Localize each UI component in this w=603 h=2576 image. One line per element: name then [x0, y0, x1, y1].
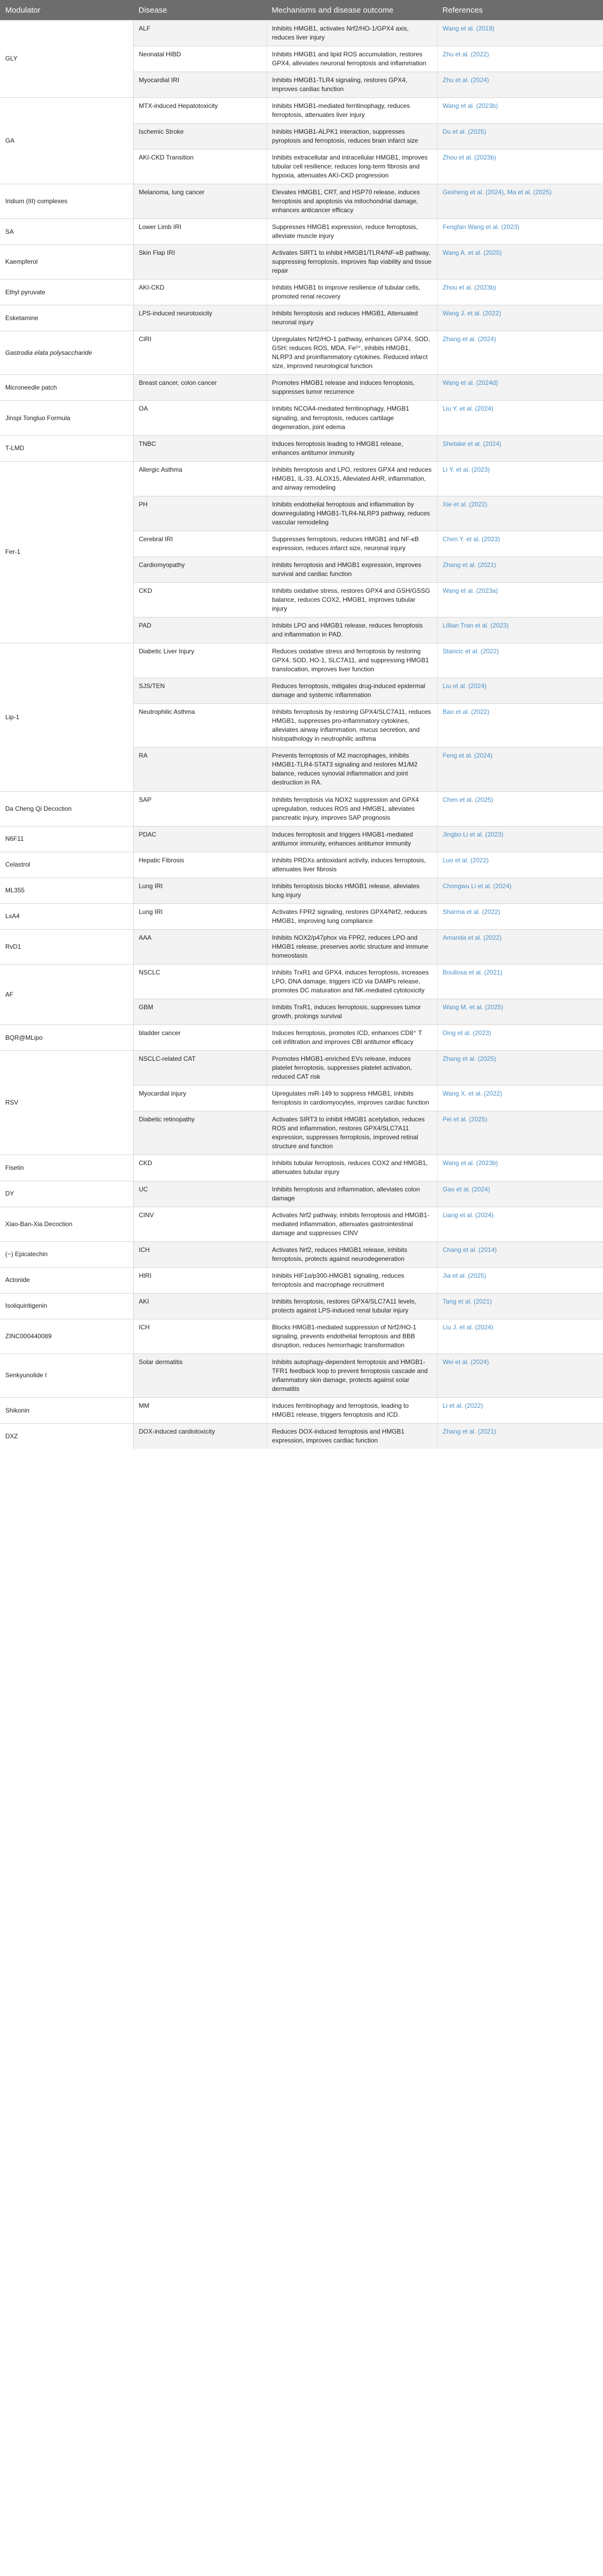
modulator-cell: N6F11 — [0, 826, 133, 852]
mechanism-cell: Inhibits HMGB1-ALPK1 interaction, suppresses pyroptosis and ferroptosis, reduces brain infarct size — [266, 123, 437, 149]
disease-cell: Neonatal HIBD — [133, 46, 266, 72]
reference-cell[interactable]: Li et al. (2022) — [437, 1398, 603, 1424]
header-modulator: Modulator — [0, 0, 133, 20]
disease-cell: CKD — [133, 1155, 266, 1181]
disease-cell: Hepatic Fibrosis — [133, 852, 266, 878]
modulator-cell: Celastrol — [0, 852, 133, 878]
table-row — [0, 643, 603, 678]
modulator-cell: (−) Epicatechin — [0, 1241, 133, 1267]
modulator-cell: Iridium (III) complexes — [0, 184, 133, 218]
reference-cell[interactable]: Du et al. (2025) — [437, 123, 603, 149]
mechanism-cell: Inhibits ferroptosis blocks HMGB1 release, alleviates lung injury — [266, 878, 437, 903]
modulator-cell: Da Cheng Qi Decoction — [0, 791, 133, 826]
disease-cell: LPS-induced neurotoxicity — [133, 305, 266, 331]
disease-cell: NSCLC-related CAT — [133, 1051, 266, 1086]
reference-cell[interactable]: Liu J. et al. (2024) — [437, 1319, 603, 1354]
table-row — [0, 1207, 603, 1241]
modulator-cell: BQR@MLipo — [0, 1025, 133, 1051]
mechanism-cell: Activates SIRT3 to inhibit HMGB1 acetylation, reduces ROS and inflammation, restores GPX4/SLC7A11 expression, suppresses ferroptosis, improved retinal structure and function — [266, 1111, 437, 1155]
disease-cell: Ischemic Stroke — [133, 123, 266, 149]
reference-cell[interactable]: Fengfan Wang et al. (2023) — [437, 219, 603, 245]
table-row — [0, 903, 603, 929]
mechanism-cell: Inhibits TrxR1, induces ferroptosis, suppresses tumor growth, prolongs survival — [266, 999, 437, 1025]
modulator-cell: Gastrodia elata polysaccharide — [0, 331, 133, 375]
modulator-cell: Ethyl pyruvate — [0, 280, 133, 305]
reference-cell[interactable]: Wei et al. (2024) — [437, 1354, 603, 1397]
mechanism-cell: Inhibits ferroptosis by restoring GPX4/SLC7A11, reduces HMGB1, suppresses pro-inflammatory cytokines, alleviates airway inflammation, mucus secretion, and histopathology in neutrophilic asthma — [266, 704, 437, 748]
disease-cell: Solar dermatitis — [133, 1354, 266, 1397]
modulator-cell: Esketamine — [0, 305, 133, 331]
modulator-cell: Isoliquiritigenin — [0, 1293, 133, 1319]
disease-cell: Myocardial injury — [133, 1086, 266, 1111]
modulator-cell: Xiao-Ban-Xia Decoction — [0, 1207, 133, 1241]
mechanism-cell: Inhibits HMGB1 and lipid ROS accumulation, restores GPX4, alleviates neuronal ferroptosis and inflammation — [266, 46, 437, 72]
table-row — [0, 1293, 603, 1319]
table-row — [0, 1398, 603, 1424]
reference-cell[interactable]: Pei et al. (2025) — [437, 1111, 603, 1155]
disease-cell: NSCLC — [133, 964, 266, 999]
disease-cell: PDAC — [133, 826, 266, 852]
reference-cell[interactable]: Zhang et al. (2025) — [437, 1051, 603, 1086]
modulator-cell: Kaempferol — [0, 245, 133, 280]
reference-cell[interactable]: Liu Y. et al. (2024) — [437, 401, 603, 435]
reference-cell[interactable]: Lillian Tran et al. (2023) — [437, 618, 603, 643]
table-row — [0, 331, 603, 375]
mechanism-cell: Inhibits ferroptosis, restores GPX4/SLC7A11 levels, protects against LPS-induced renal tubular injury — [266, 1293, 437, 1319]
modulator-cell: RvD1 — [0, 929, 133, 964]
modulator-cell: ML355 — [0, 878, 133, 903]
reference-cell[interactable]: Wang X. et al. (2022) — [437, 1086, 603, 1111]
mechanism-cell: Prevents ferroptosis of M2 macrophages, inhibits HMGB1-TLR4-STAT3 signaling and restores M1/M2 balance, reduces synovial inflammation and joint destruction in RA. — [266, 748, 437, 791]
reference-cell[interactable]: Sharma et al. (2022) — [437, 903, 603, 929]
reference-cell[interactable]: Boullosa et al. (2021) — [437, 964, 603, 999]
disease-cell: Breast cancer, colon cancer — [133, 375, 266, 401]
reference-cell[interactable]: Liang et al. (2024) — [437, 1207, 603, 1241]
disease-cell: AKI-CKD Transition — [133, 149, 266, 184]
disease-cell: MM — [133, 1398, 266, 1424]
table-row — [0, 97, 603, 123]
reference-cell[interactable]: Gao et al. (2024) — [437, 1181, 603, 1207]
mechanism-cell: Inhibits extracellular and intracellular HMGB1, improves tubular cell resilience; reduces long-term fibrosis and hypoxia, attenuates AKI-CKD progression — [266, 149, 437, 184]
reference-cell[interactable]: Xie et al. (2022) — [437, 496, 603, 531]
table-row — [0, 401, 603, 435]
table-row — [0, 375, 603, 401]
reference-cell[interactable]: Wang et al. (2024d) — [437, 375, 603, 401]
header-mechanism: Mechanisms and disease outcome — [266, 0, 437, 20]
table-row — [0, 826, 603, 852]
disease-cell: ICH — [133, 1241, 266, 1267]
mechanism-cell: Inhibits autophagy-dependent ferroptosis and HMGB1-TFR1 feedback loop to prevent ferroptosis cascade and inflammatory skin damage, protects against solar dermatitis — [266, 1354, 437, 1397]
reference-cell[interactable]: Luo et al. (2022) — [437, 852, 603, 878]
disease-cell: OA — [133, 401, 266, 435]
reference-cell[interactable]: Zhang et al. (2021) — [437, 1424, 603, 1449]
reference-cell[interactable]: Gesheng et al. (2024), Ma et al. (2025) — [437, 184, 603, 218]
mechanism-cell: Inhibits oxidative stress, restores GPX4 and GSH/GSSG balance, reduces COX2, HMGB1, improves tubular injury — [266, 582, 437, 617]
table-row — [0, 1319, 603, 1354]
table-row — [0, 852, 603, 878]
table-row — [0, 1241, 603, 1267]
mechanism-cell: Activates Nrf2 pathway, inhibits ferroptosis and HMGB1-mediated inflammation, attenuates gastrointestinal damage and suppresses CINV — [266, 1207, 437, 1241]
table-row — [0, 929, 603, 964]
mechanism-cell: Upregulates miR-149 to suppress HMGB1, inhibits ferroptosis in cardiomyocytes, improves cardiac function — [266, 1086, 437, 1111]
reference-cell[interactable]: Shetake et al. (2024) — [437, 435, 603, 461]
mechanism-cell: Inhibits HIF1α/p300-HMGB1 signaling, reduces ferroptosis and macrophage recruitment — [266, 1267, 437, 1293]
disease-cell: TNBC — [133, 435, 266, 461]
reference-cell[interactable]: Stancic et al. (2022) — [437, 643, 603, 678]
mechanism-cell: Inhibits endothelial ferroptosis and inflammation by downregulating HMGB1-TLR4-NLRP3 pathway, reduces vascular remodeling — [266, 496, 437, 531]
disease-cell: HIRI — [133, 1267, 266, 1293]
mechanism-cell: Blocks HMGB1-mediated suppression of Nrf2/HO-1 signaling, prevents endothelial ferroptosis and BBB disruption, reduces hemorrhagic transformation — [266, 1319, 437, 1354]
disease-cell: CIRI — [133, 331, 266, 375]
modulator-cell: Fisetin — [0, 1155, 133, 1181]
disease-cell: Allergic Asthma — [133, 461, 266, 496]
table-row — [0, 461, 603, 496]
modulator-cell: T-LMD — [0, 435, 133, 461]
reference-cell[interactable]: Ding et al. (2023) — [437, 1025, 603, 1051]
modulator-cell: GLY — [0, 20, 133, 97]
mechanism-cell: Induces ferroptosis, promotes ICD, enhances CD8⁺ T cell infiltration and improves CBI antitumor efficacy — [266, 1025, 437, 1051]
table-row — [0, 305, 603, 331]
mechanism-cell: Upregulates Nrf2/HO-1 pathway, enhances GPX4, SOD, GSH; reduces ROS, MDA, Fe²⁺, inhibits HMGB1, NLRP3 and proinflammatory cytokines. Reduced infarct size, improved neurological function — [266, 331, 437, 375]
modulator-cell: Senkyunolide I — [0, 1354, 133, 1397]
reference-cell[interactable]: Wang et al. (2023b) — [437, 97, 603, 123]
mechanism-cell: Inhibits HMGB1 to improve resilience of tubular cells, promoted renal recovery — [266, 280, 437, 305]
mechanism-cell: Elevates HMGB1, CRT, and HSP70 release, induces ferroptosis and apoptosis via mitochondrial damage, enhances anticancer efficacy — [266, 184, 437, 218]
modulator-cell: Fer-1 — [0, 461, 133, 643]
disease-cell: ALF — [133, 20, 266, 46]
reference-cell[interactable]: Tang et al. (2021) — [437, 1293, 603, 1319]
modulator-cell: Microneedle patch — [0, 375, 133, 401]
mechanism-cell: Inhibits PRDXs antioxidant activity, induces ferroptosis, attenuates liver fibrosis — [266, 852, 437, 878]
mechanism-cell: Promotes HMGB1-enriched EVs release, induces platelet ferroptosis, suppresses platelet activation, reduced CAT risk — [266, 1051, 437, 1086]
disease-cell: CINV — [133, 1207, 266, 1241]
table-row — [0, 1155, 603, 1181]
disease-cell: DOX-induced cardiotoxicity — [133, 1424, 266, 1449]
table-row — [0, 435, 603, 461]
mechanism-cell: Reduces ferroptosis, mitigates drug-induced epidermal damage and systemic inflammation — [266, 678, 437, 704]
disease-cell: CKD — [133, 582, 266, 617]
reference-cell[interactable]: Wang et al. (2023a) — [437, 582, 603, 617]
mechanism-cell: Inhibits ferroptosis and reduces HMGB1, Attenuated neuronal injury — [266, 305, 437, 331]
table-row — [0, 1051, 603, 1086]
mechanism-cell: Induces ferritinophagy and ferroptosis, leading to HMGB1 release, triggers ferroptosis and ICD. — [266, 1398, 437, 1424]
reference-cell[interactable]: Wang J. et al. (2022) — [437, 305, 603, 331]
disease-cell: PAD — [133, 618, 266, 643]
modulator-cell: Shikonin — [0, 1398, 133, 1424]
mechanism-cell: Inhibits ferroptosis and inflammation, alleviates colon damage — [266, 1181, 437, 1207]
table-row — [0, 184, 603, 218]
reference-cell[interactable]: Bao et al. (2022) — [437, 704, 603, 748]
disease-cell: GBM — [133, 999, 266, 1025]
reference-cell[interactable]: Li Y. et al. (2023) — [437, 461, 603, 496]
mechanism-cell: Inhibits TrxR1 and GPX4, induces ferroptosis, increases LPO, DNA damage, triggers ICD via DAMPs release, promotes DC maturation and NK-mediated cytotoxicity — [266, 964, 437, 999]
mechanism-cell: Inhibits tubular ferroptosis, reduces COX2 and HMGB1, attenuates tubular injury — [266, 1155, 437, 1181]
mechanism-cell: Inhibits HMGB1-mediated ferritinophagy, reduces ferroptosis, attenuates liver injury — [266, 97, 437, 123]
disease-cell: MTX-induced Hepatotoxicity — [133, 97, 266, 123]
reference-cell[interactable]: Chen et al. (2025) — [437, 791, 603, 826]
table-row — [0, 280, 603, 305]
reference-cell[interactable]: Zhu et al. (2024) — [437, 72, 603, 97]
mechanism-cell: Activates SIRT1 to inhibit HMGB1/TLR4/NF-κB pathway, suppressing ferroptosis, improves flap viability and tissue repair — [266, 245, 437, 280]
reference-cell[interactable]: Jia et al. (2025) — [437, 1267, 603, 1293]
mechanism-cell: Inhibits ferroptosis via NOX2 suppression and GPX4 upregulation, reduces ROS and HMGB1, alleviates pancreatic injury, improves SAP prognosis — [266, 791, 437, 826]
mechanism-cell: Inhibits HMGB1, activates Nrf2/HO-1/GPX4 axis, reduces liver injury — [266, 20, 437, 46]
disease-cell: bladder cancer — [133, 1025, 266, 1051]
table-row — [0, 1025, 603, 1051]
disease-cell: Lung IRI — [133, 878, 266, 903]
modulator-cell: Lip-1 — [0, 643, 133, 791]
table-header-row — [0, 0, 603, 20]
mechanism-cell: Reduces DOX-induced ferroptosis and HMGB1 expression, improves cardiac function — [266, 1424, 437, 1449]
disease-cell: ICH — [133, 1319, 266, 1354]
disease-cell: Lung IRI — [133, 903, 266, 929]
disease-cell: UC — [133, 1181, 266, 1207]
disease-cell: RA — [133, 748, 266, 791]
modulator-cell: AF — [0, 964, 133, 1025]
disease-cell: SAP — [133, 791, 266, 826]
table-row — [0, 20, 603, 46]
table-row — [0, 1267, 603, 1293]
header-disease: Disease — [133, 0, 266, 20]
disease-cell: SJS/TEN — [133, 678, 266, 704]
modulator-cell: ZINC000440089 — [0, 1319, 133, 1354]
header-references: References — [437, 0, 603, 20]
reference-cell[interactable]: Wang et al. (2023b) — [437, 1155, 603, 1181]
reference-cell[interactable]: Chang et al. (2014) — [437, 1241, 603, 1267]
reference-cell[interactable]: Amanda et al. (2022) — [437, 929, 603, 964]
mechanism-cell: Activates Nrf2, reduces HMGB1 release, inhibits ferroptosis, protects against neurodegeneration — [266, 1241, 437, 1267]
table-row — [0, 878, 603, 903]
mechanism-cell: Inhibits ferroptosis and HMGB1 expression, improves survival and cardiac function — [266, 556, 437, 582]
reference-cell[interactable]: Wang A. et al. (2025) — [437, 245, 603, 280]
table-row — [0, 219, 603, 245]
disease-cell: Diabetic retinopathy — [133, 1111, 266, 1155]
modulator-cell: GA — [0, 97, 133, 184]
mechanism-cell: Inhibits HMGB1-TLR4 signaling, restores GPX4, improves cardiac function — [266, 72, 437, 97]
disease-cell: AKI — [133, 1293, 266, 1319]
reference-cell[interactable]: Liu et al. (2024) — [437, 678, 603, 704]
mechanism-cell: Inhibits LPO and HMGB1 release, reduces ferroptosis and inflammation in PAD. — [266, 618, 437, 643]
disease-cell: Neutrophilic Asthma — [133, 704, 266, 748]
modulator-cell: DXZ — [0, 1424, 133, 1449]
mechanism-cell: Induces ferroptosis and triggers HMGB1-mediated antitumor immunity, enhances antitumor immunity — [266, 826, 437, 852]
disease-cell: Lower Limb IRI — [133, 219, 266, 245]
reference-cell[interactable]: Feng et al. (2024) — [437, 748, 603, 791]
mechanism-cell: Activates FPR2 signaling, restores GPX4/Nrf2, reduces HMGB1, improving lung compliance — [266, 903, 437, 929]
disease-cell: Cerebral IRI — [133, 531, 266, 556]
modulator-cell: DY — [0, 1181, 133, 1207]
disease-cell: Diabetic Liver Injury — [133, 643, 266, 678]
modulator-cell: SA — [0, 219, 133, 245]
table-row — [0, 1354, 603, 1397]
table-row — [0, 1181, 603, 1207]
table-body — [0, 20, 603, 1449]
table-row — [0, 791, 603, 826]
modulator-cell: RSV — [0, 1051, 133, 1155]
disease-cell: Skin Flap IRI — [133, 245, 266, 280]
mechanism-cell: Suppresses ferroptosis, reduces HMGB1 and NF-κB expression, reduces infarct size, neuronal injury — [266, 531, 437, 556]
reference-cell[interactable]: Chongwu Li et al. (2024) — [437, 878, 603, 903]
modulator-cell: LxA4 — [0, 903, 133, 929]
modulator-cell: Jinspi Tongluo Formula — [0, 401, 133, 435]
reference-cell[interactable]: Zhou et al. (2023b) — [437, 149, 603, 184]
mechanism-cell: Reduces oxidative stress and ferroptosis by restoring GPX4, SOD, HO-1, SLC7A11, and suppressing HMGB1 translocation, improves liver function — [266, 643, 437, 678]
table-row — [0, 964, 603, 999]
reference-cell[interactable]: Wang et al. (2019) — [437, 20, 603, 46]
table-row — [0, 245, 603, 280]
reference-cell[interactable]: Zhang et al. (2024) — [437, 331, 603, 375]
reference-cell[interactable]: Zhou et al. (2023b) — [437, 280, 603, 305]
disease-cell: AKI-CKD — [133, 280, 266, 305]
reference-cell[interactable]: Zhang et al. (2021) — [437, 556, 603, 582]
reference-cell[interactable]: Chen Y. et al. (2023) — [437, 531, 603, 556]
mechanism-cell: Inhibits ferroptosis and LPO, restores GPX4 and reduces HMGB1, IL-33, ALOX15, Alleviated AHR, inflammation, and airway remodeling — [266, 461, 437, 496]
disease-cell: Myocardial IRI — [133, 72, 266, 97]
disease-cell: Melanoma, lung cancer — [133, 184, 266, 218]
reference-cell[interactable]: Jingbo Li et al. (2023) — [437, 826, 603, 852]
disease-cell: PH — [133, 496, 266, 531]
reference-cell[interactable]: Wang M. et al. (2025) — [437, 999, 603, 1025]
mechanism-cell: Suppresses HMGB1 expression, reduce ferroptosis, alleviate muscle injury — [266, 219, 437, 245]
table-row — [0, 1424, 603, 1449]
disease-cell: Cardiomyopathy — [133, 556, 266, 582]
mechanism-cell: Inhibits NCOA4-mediated ferritinophagy, HMGB1 signaling, and ferroptosis, reduces cartilage degeneration, joint edema — [266, 401, 437, 435]
mechanism-cell: Promotes HMGB1 release and induces ferroptosis, suppresses tumor recurrence — [266, 375, 437, 401]
disease-cell: AAA — [133, 929, 266, 964]
reference-cell[interactable]: Zhu et al. (2022) — [437, 46, 603, 72]
modulator-cell: Actonide — [0, 1267, 133, 1293]
mechanism-cell: Inhibits NOX2/p47phox via FPR2, reduces LPO and HMGB1 release, preserves aortic structure and immune homeostasis — [266, 929, 437, 964]
mechanism-cell: Induces ferroptosis leading to HMGB1 release, enhances antitumor immunity — [266, 435, 437, 461]
